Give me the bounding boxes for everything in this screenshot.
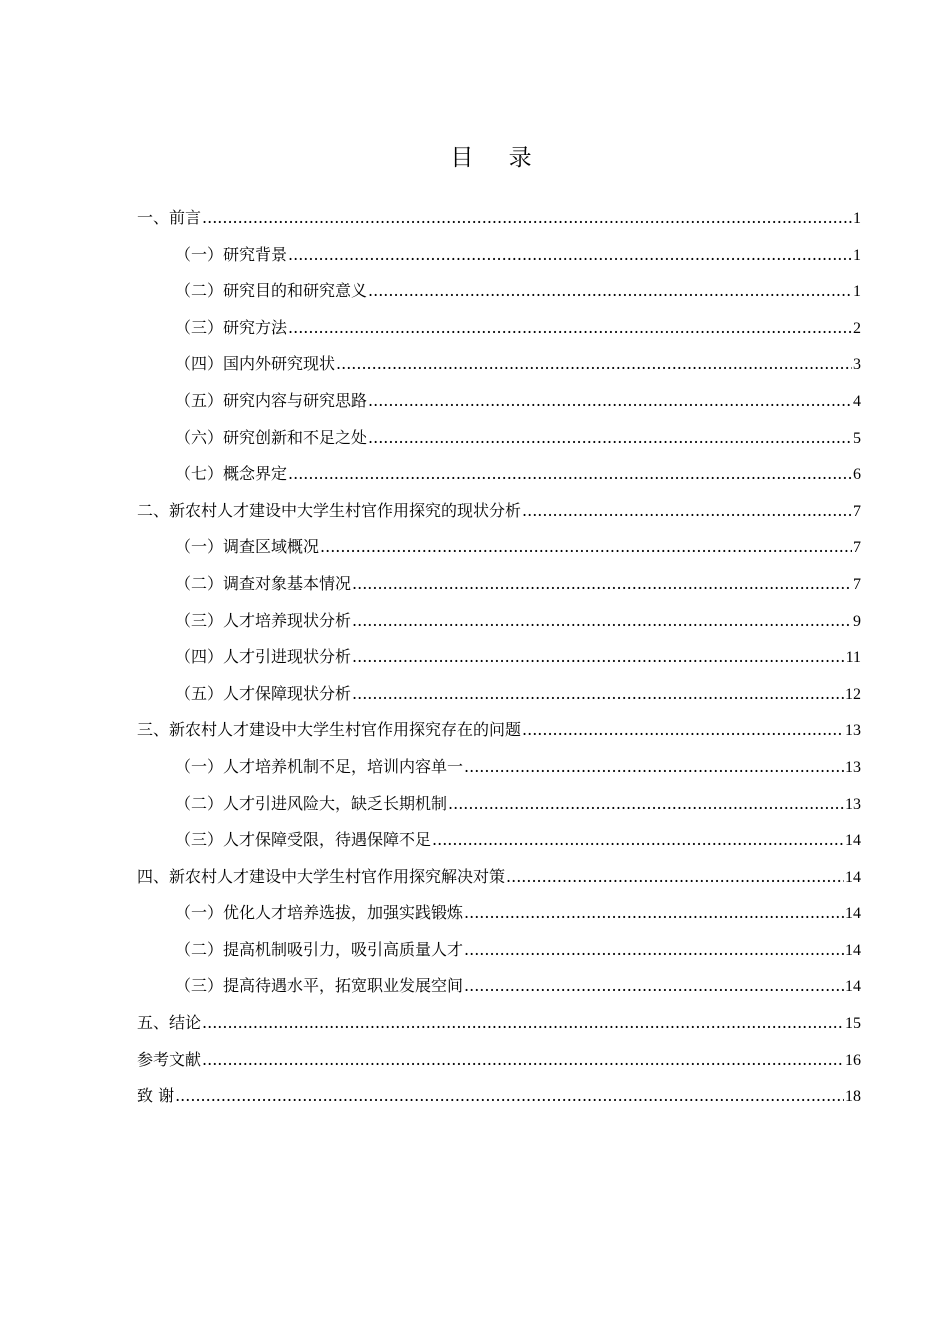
toc-page-number: 13 (845, 722, 861, 740)
toc-leader-dots (464, 968, 844, 1005)
toc-entry-label: （三）提高待遇水平，拓宽职业发展空间 (175, 976, 464, 996)
toc-page-number: 14 (845, 868, 861, 886)
toc-page-number: 12 (845, 685, 861, 703)
toc-entry[interactable] (137, 895, 861, 932)
toc-entry[interactable] (137, 566, 861, 603)
toc-page-number: 14 (845, 941, 861, 959)
toc-entry-label: （一）研究背景 (175, 244, 288, 264)
toc-entry[interactable] (137, 529, 861, 566)
toc-entry[interactable] (137, 859, 861, 896)
toc-entry[interactable] (137, 346, 861, 383)
toc-entry[interactable] (137, 1042, 861, 1079)
toc-leader-dots (506, 859, 844, 896)
toc-entry-label: （三）研究方法 (175, 317, 288, 337)
toc-leader-dots (288, 237, 852, 274)
toc-entry[interactable] (137, 822, 861, 859)
toc-leader-dots (464, 895, 844, 932)
toc-entry-label: 致 谢 (137, 1086, 175, 1106)
toc-entry[interactable] (137, 749, 861, 786)
toc-entry[interactable] (137, 786, 861, 823)
toc-entry[interactable] (137, 968, 861, 1005)
toc-entry-label: 二、新农村人才建设中大学生村官作用探究的现状分析 (137, 500, 522, 520)
toc-page-number: 14 (845, 978, 861, 996)
toc-leader-dots (288, 456, 852, 493)
toc-leader-dots (202, 1005, 844, 1042)
toc-page-number: 9 (853, 612, 861, 630)
toc-page-number: 14 (845, 832, 861, 850)
toc-leader-dots (368, 383, 852, 420)
toc-page-number: 2 (853, 319, 861, 337)
toc-page-number: 7 (853, 539, 861, 557)
toc-page-number: 16 (845, 1051, 861, 1069)
toc-leader-dots (175, 1078, 844, 1115)
toc-page-number: 13 (845, 795, 861, 813)
toc-page-number: 3 (853, 356, 861, 374)
toc-leader-dots (352, 639, 845, 676)
toc-entry-label: 四、新农村人才建设中大学生村官作用探究解决对策 (137, 866, 506, 886)
toc-entry-label: 五、结论 (137, 1013, 202, 1033)
toc-entry[interactable] (137, 310, 861, 347)
toc-page-number: 13 (845, 758, 861, 776)
toc-page-number: 14 (845, 905, 861, 923)
toc-entry-label: （二）研究目的和研究意义 (175, 281, 368, 301)
table-of-contents (137, 200, 861, 1115)
toc-entry-label: （二）人才引进风险大，缺乏长期机制 (175, 793, 448, 813)
toc-entry[interactable] (137, 273, 861, 310)
toc-leader-dots (320, 529, 852, 566)
toc-leader-dots (522, 712, 844, 749)
toc-page-number: 5 (853, 429, 861, 447)
toc-page-number: 4 (853, 392, 861, 410)
toc-page-number: 15 (845, 1015, 861, 1033)
toc-leader-dots (464, 932, 844, 969)
toc-title: 目 录 (450, 145, 546, 172)
toc-entry-label: （四）人才引进现状分析 (175, 647, 352, 667)
toc-leader-dots (368, 420, 852, 457)
toc-entry-label: （六）研究创新和不足之处 (175, 427, 368, 447)
toc-leader-dots (352, 566, 852, 603)
toc-entry-label: 三、新农村人才建设中大学生村官作用探究存在的问题 (137, 720, 522, 740)
toc-page-number: 1 (853, 283, 861, 301)
toc-entry-label: （一）人才培养机制不足，培训内容单一 (175, 756, 464, 776)
toc-page-number: 18 (845, 1088, 861, 1106)
toc-entry-label: （五）人才保障现状分析 (175, 683, 352, 703)
toc-entry-label: （一）优化人才培养选拔，加强实践锻炼 (175, 903, 464, 923)
toc-entry[interactable] (137, 1078, 861, 1115)
toc-leader-dots (448, 786, 844, 823)
toc-page-number: 6 (853, 466, 861, 484)
toc-entry-label: （二）提高机制吸引力，吸引高质量人才 (175, 939, 464, 959)
toc-page-number: 1 (853, 210, 861, 227)
toc-leader-dots (368, 273, 852, 310)
toc-entry[interactable] (137, 1005, 861, 1042)
toc-page-number: 7 (853, 502, 861, 520)
toc-leader-dots (288, 310, 852, 347)
toc-entry[interactable] (137, 420, 861, 457)
toc-entry-label: （七）概念界定 (175, 464, 288, 484)
toc-entry[interactable] (137, 237, 861, 274)
toc-entry[interactable] (137, 639, 861, 676)
toc-leader-dots (352, 676, 844, 713)
toc-entry[interactable] (137, 712, 861, 749)
toc-entry-label: （三）人才保障受限，待遇保障不足 (175, 830, 432, 850)
toc-leader-dots (202, 200, 852, 237)
toc-entry[interactable] (137, 493, 861, 530)
toc-leader-dots (352, 603, 852, 640)
toc-entry[interactable] (137, 932, 861, 969)
toc-entry[interactable] (137, 383, 861, 420)
toc-entry-label: （二）调查对象基本情况 (175, 573, 352, 593)
toc-entry-label: （三）人才培养现状分析 (175, 610, 352, 630)
toc-page-number: 11 (845, 649, 861, 667)
toc-entry-label: 参考文献 (137, 1049, 202, 1069)
toc-leader-dots (202, 1042, 844, 1079)
toc-entry[interactable] (137, 456, 861, 493)
toc-leader-dots (522, 493, 852, 530)
toc-entry[interactable] (137, 603, 861, 640)
toc-leader-dots (464, 749, 844, 786)
toc-entry-label: 一、前言 (137, 208, 202, 227)
toc-entry-label: （一）调查区域概况 (175, 537, 320, 557)
toc-page-number: 7 (853, 575, 861, 593)
toc-leader-dots (432, 822, 844, 859)
toc-entry[interactable] (137, 676, 861, 713)
toc-entry[interactable] (137, 200, 861, 237)
toc-leader-dots (336, 346, 852, 383)
toc-page-number: 1 (853, 246, 861, 264)
toc-entry-label: （四）国内外研究现状 (175, 354, 336, 374)
toc-entry-label: （五）研究内容与研究思路 (175, 390, 368, 410)
